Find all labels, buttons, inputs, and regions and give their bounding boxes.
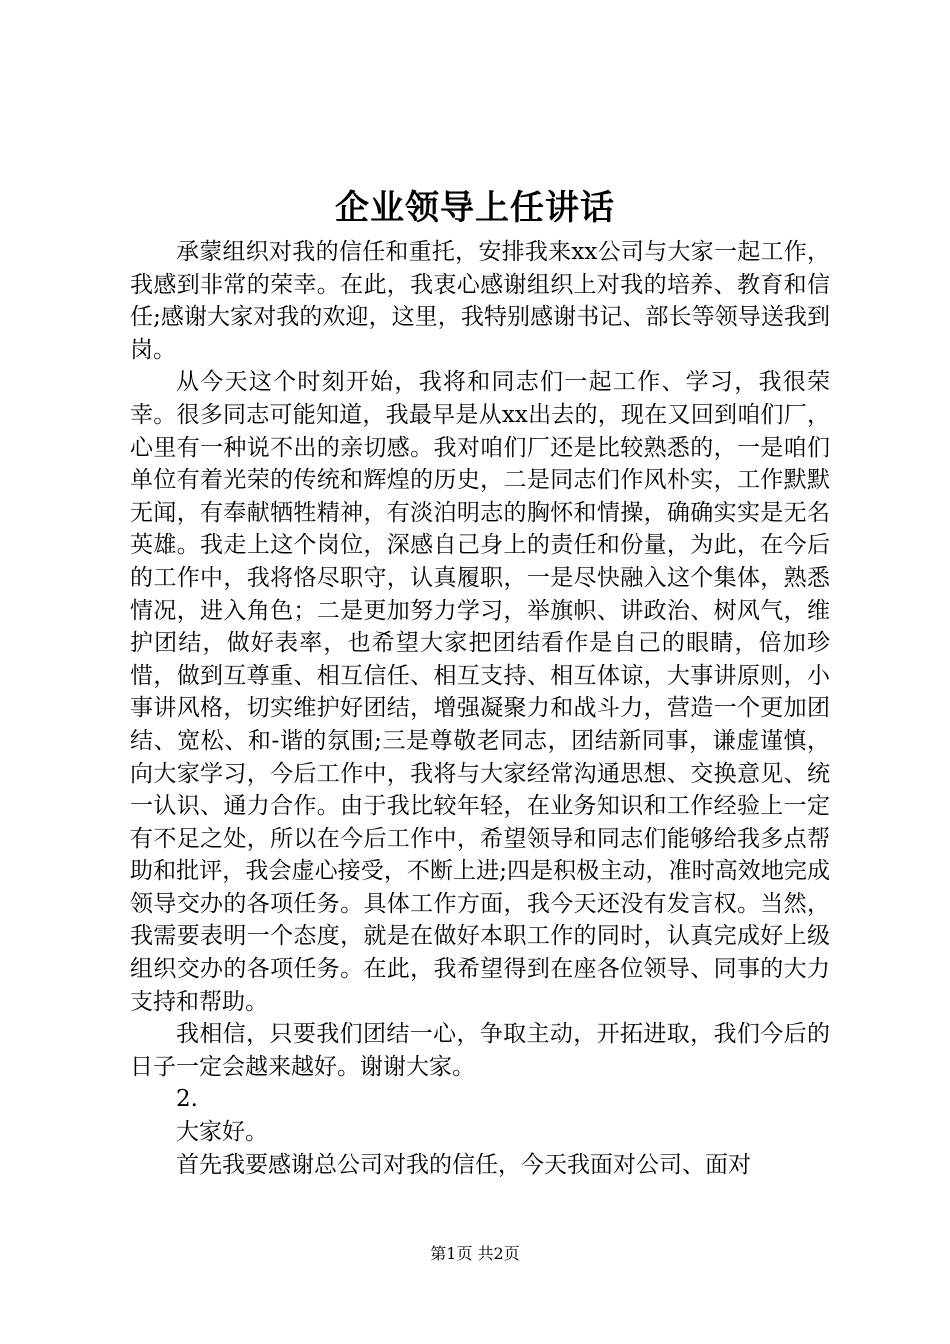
section-number: 2. bbox=[176, 1086, 198, 1113]
paragraph-second-speech: 首先我要感谢总公司对我的信任，今天我面对公司、面对 bbox=[176, 1151, 751, 1178]
paragraph-thanks: 承蒙组织对我的信任和重托，安排我来xx公司与大家一起工作，我感到非常的荣幸。在此，我衷心感谢组织上对我的培养、教育和信任;感谢大家对我的欢迎，这里，我特别感谢书记、部长等领导送我到岗。 bbox=[130, 239, 830, 363]
paragraph-commitment: 从今天这个时刻开始，我将和同志们一起工作、学习，我很荣幸。很多同志可能知道，我最早是从xx出去的，现在又回到咱们厂，心里有一种说不出的亲切感。我对咱们厂还是比较熟悉的，一是咱们单位有着光荣的传统和辉煌的历史，二是同志们作风朴实，工作默默无闻，有奉献牺牲精神，有淡泊明志的胸怀和情操，确确实实是无名英雄。我走上这个岗位，深感自己身上的责任和份量，为此，在今后的工作中，我将恪尽职守，认真履职，一是尽快融入这个集体，熟悉情况，进入角色；二是更加努力学习，举旗帜、讲政治、树风气，维护团结，做好表率，也希望大家把团结看作是自己的眼睛，倍加珍惜，做到互尊重、相互信任、相互支持、相互体谅，大事讲原则，小事讲风格，切实维护好团结，增强凝聚力和战斗力，营造一个更加团结、宽松、和-谐的氛围;三是尊敬老同志，团结新同事，谦虚谨慎，向大家学习，今后工作中，我将与大家经常沟通思想、交换意见、统一认识、通力合作。由于我比较年轻，在业务知识和工作经验上一定有不足之处，所以在今后工作中，希望领导和同志们能够给我多点帮助和批评，我会虚心接受，不断上进;四是积极主动，准时高效地完成领导交办的各项任务。具体工作方面，我今天还没有发言权。当然，我需要表明一个态度，就是在做好本职工作的同时，认真完成好上级组织交办的各项任务。在此，我希望得到在座各位领导、同事的大力支持和帮助。 bbox=[130, 369, 830, 1015]
document-title: 企业领导上任讲话 bbox=[335, 188, 615, 228]
greeting: 大家好。 bbox=[176, 1119, 268, 1146]
page-number-footer: 第1页 共2页 bbox=[430, 1244, 520, 1263]
paragraph-closing: 我相信，只要我们团结一心，争取主动，开拓进取，我们今后的日子一定会越来越好。谢谢大家。 bbox=[130, 1021, 830, 1080]
document-body bbox=[130, 236, 830, 1181]
